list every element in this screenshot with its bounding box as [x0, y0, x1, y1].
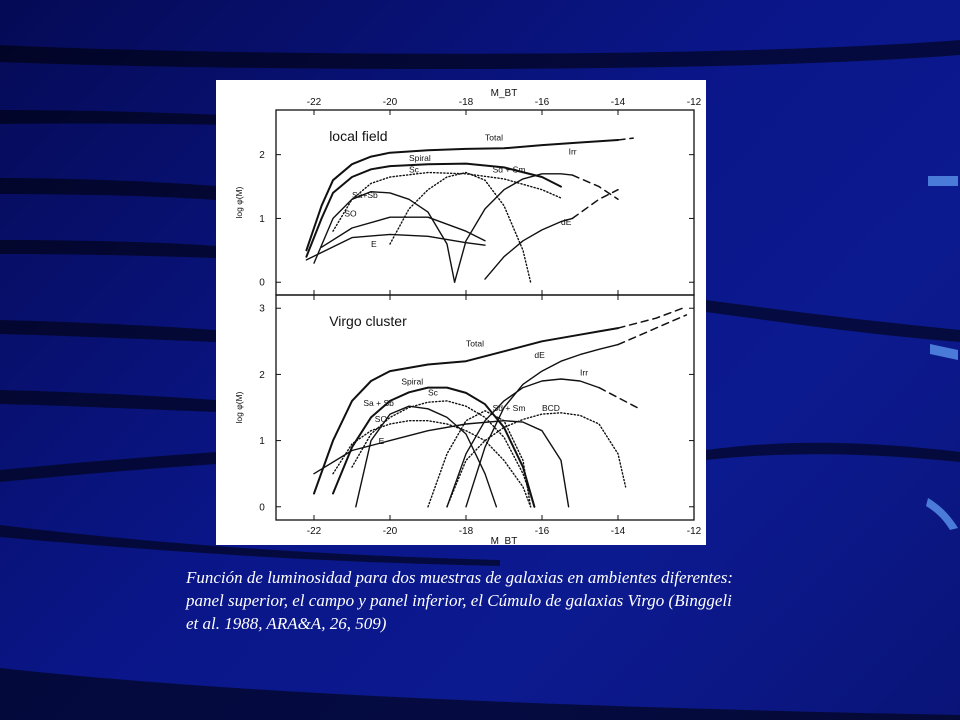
bg-stripe — [0, 178, 216, 200]
y-tick-label: 0 — [259, 277, 265, 289]
curve-label: dE — [561, 216, 572, 227]
curve-label: Spiral — [409, 153, 431, 164]
curve-label: dE — [534, 349, 545, 360]
panel-title: local field — [329, 128, 388, 144]
curve-label: Sa+Sb — [352, 190, 378, 201]
luminosity-figure — [216, 80, 706, 545]
bg-stripe — [706, 300, 960, 342]
luminosity-chart — [216, 80, 706, 545]
bg-stripe — [0, 390, 216, 412]
y-axis-label: log φ(M) — [234, 391, 244, 424]
x-axis-label: M_BT — [490, 536, 518, 545]
curve-label: Total — [485, 132, 503, 143]
curve-label: SO — [374, 414, 388, 425]
bg-glint — [926, 498, 958, 530]
curve-label: Irr — [568, 146, 577, 157]
series-line-total — [618, 308, 683, 328]
x-tick-label-top: -20 — [382, 97, 398, 108]
bg-glint — [928, 176, 958, 186]
series-line-e — [306, 234, 485, 260]
series-line-total — [314, 328, 618, 493]
bg-glint — [930, 344, 958, 360]
series-line-irr — [599, 388, 637, 408]
curve-label: Sc — [409, 164, 419, 175]
series-line-irr — [455, 174, 573, 282]
curve-label: Spiral — [401, 376, 424, 387]
figure-caption: Función de luminosidad para dos muestras de galaxias en ambientes diferentes: panel superior, el campo y panel inferior, el Cúmulo de galaxias Virgo (Binggeli et al. 1988, ARA&A, 26, 509) — [186, 568, 734, 633]
x-tick-label-bottom: -18 — [458, 526, 474, 537]
series-line-bcd — [447, 413, 626, 507]
curve-label: Sc — [428, 387, 438, 398]
series-line-de — [485, 218, 572, 279]
series-line-sd-sm — [390, 173, 531, 283]
curve-label: E — [378, 435, 385, 446]
curve-label: BCD — [542, 402, 560, 413]
x-tick-label-top: -16 — [534, 97, 550, 108]
y-axis-label: log φ(M) — [234, 186, 244, 219]
bg-stripe — [0, 40, 960, 69]
curve-label: E — [371, 239, 377, 250]
x-tick-label-top: -14 — [610, 97, 626, 108]
x-tick-label-bottom: -16 — [534, 526, 550, 537]
x-tick-label-bottom: -22 — [306, 526, 322, 537]
y-tick-label: 1 — [259, 436, 265, 448]
x-tick-label-top: -12 — [686, 97, 702, 108]
bg-stripe — [0, 668, 960, 720]
x-tick-label-bottom: -20 — [382, 526, 398, 537]
y-tick-label: 3 — [259, 303, 265, 315]
bg-stripe — [0, 320, 216, 342]
bg-stripe — [706, 443, 960, 462]
series-line-irr — [572, 175, 618, 199]
y-tick-label: 2 — [259, 369, 265, 381]
curve-label: Sd + Sm — [492, 164, 526, 175]
series-line-sc — [333, 173, 561, 232]
series-line-s0 — [322, 217, 485, 250]
x-axis-label: M_BT — [490, 88, 518, 99]
bg-stripe — [0, 452, 216, 482]
curve-label: Sa + Sb — [363, 398, 394, 409]
y-tick-label: 0 — [259, 502, 265, 514]
curve-label: Irr — [580, 367, 589, 378]
x-tick-label-top: -22 — [306, 97, 322, 108]
x-tick-label-bottom: -14 — [610, 526, 626, 537]
y-tick-label: 1 — [259, 213, 265, 225]
series-line-de — [466, 345, 618, 507]
curve-label: Total — [466, 338, 484, 349]
panel-title: Virgo cluster — [329, 313, 407, 329]
x-tick-label-bottom: -12 — [686, 526, 702, 537]
curve-label: Sd + Sm — [492, 402, 526, 413]
bg-stripe — [0, 240, 216, 258]
y-tick-label: 2 — [259, 150, 265, 162]
series-line-total — [618, 138, 633, 140]
x-tick-label-top: -18 — [458, 97, 474, 108]
curve-label: SO — [344, 208, 357, 219]
